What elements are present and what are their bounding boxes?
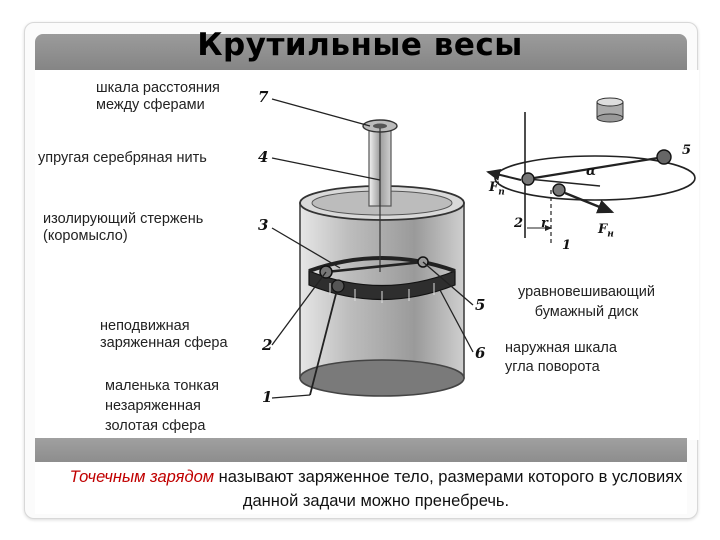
number-6: 6	[475, 344, 486, 362]
schematic-number-5: 5	[682, 143, 692, 158]
label-silver-thread: упругая серебряная нить	[38, 150, 207, 166]
slide-title: Крутильные весы	[197, 27, 523, 63]
label-outer-scale: наружная шкала угла поворота	[505, 340, 617, 375]
schematic-r: r	[541, 216, 548, 231]
label-balancing-disk: уравновешивающий бумажный диск	[518, 284, 655, 320]
caption-term: Точечным зарядом	[69, 468, 215, 486]
label-gold-sphere: маленька тонкая незаряженная золотая сфера	[105, 378, 220, 434]
schematic-force-right: $F_н$	[598, 222, 614, 240]
number-5: 5	[475, 296, 486, 314]
schematic-number-1: 1	[562, 238, 572, 253]
caption-text	[56, 465, 696, 513]
schematic-number-2: 2	[514, 216, 524, 231]
label-fixed-sphere: неподвижная заряженная сфера	[100, 318, 228, 351]
number-7: 7	[258, 88, 269, 106]
schematic-alpha: α	[586, 164, 597, 179]
number-1: 1	[262, 388, 273, 406]
caption-rest: называют заряженное тело, размерами которого в условиях данной задачи можно пренебречь.	[214, 468, 683, 510]
number-3: 3	[258, 216, 269, 234]
number-2: 2	[262, 336, 273, 354]
label-insulating-rod: изолирующий стержень (коромысло)	[43, 211, 204, 244]
schematic-force-left: $F_п$	[489, 180, 505, 198]
label-scale-distance: шкала расстояния между сферами	[96, 80, 220, 113]
number-4: 4	[258, 148, 269, 166]
